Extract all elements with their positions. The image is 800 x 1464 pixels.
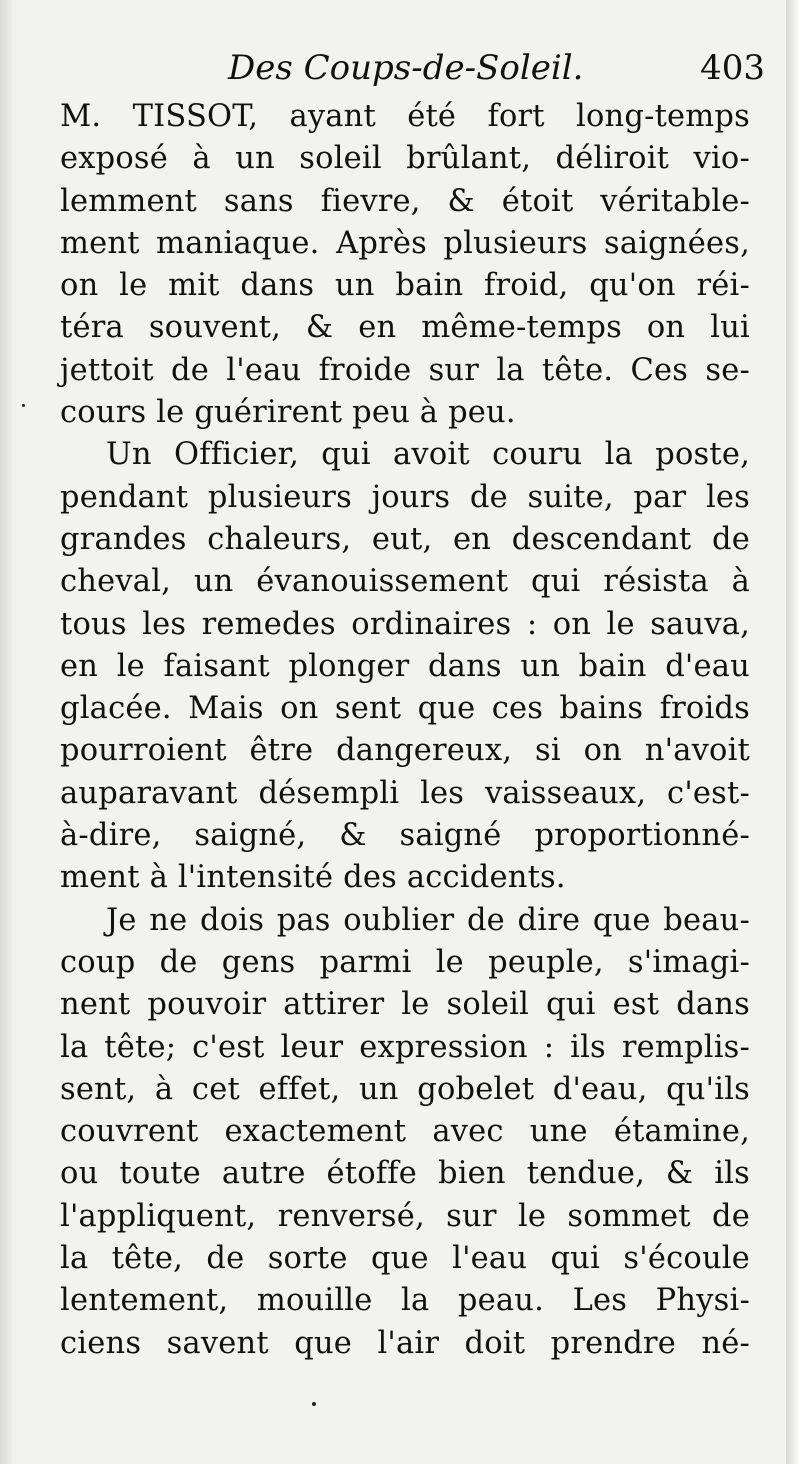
body-text [60, 96, 750, 1365]
text-line: ment maniaque. Après plusieurs saignées, [60, 225, 750, 261]
ink-speck [22, 404, 25, 407]
text-line: coup de gens parmi le peuple, s'imagi- [60, 944, 750, 980]
text-line: ciens savent que l'air doit prendre né- [60, 1325, 750, 1361]
text-line: M. TISSOT, ayant été fort long-temps [60, 99, 750, 134]
text-line: ou toute autre étoffe bien tendue, & ils [60, 1156, 750, 1192]
text-line: Je ne dois pas oublier de dire que beau- [106, 902, 750, 938]
text-line: ment à l'intensité des accidents. [60, 860, 566, 896]
ink-speck [312, 1402, 316, 1406]
text-line: pourroient être dangereux, si on n'avoit [60, 733, 750, 769]
page-right-edge [786, 0, 800, 1464]
text-line: nent pouvoir attirer le soleil qui est dans [60, 987, 750, 1023]
text-line: jettoit de l'eau froide sur la tête. Ces se- [60, 352, 750, 388]
page-number: 403 [700, 48, 765, 88]
text-line: lemment sans fievre, & étoit véritable- [60, 183, 750, 219]
running-title: Des Coups-de-Soleil. [228, 48, 584, 88]
page-left-edge [0, 0, 12, 1464]
text-line: cheval, un évanouissement qui résista à [60, 564, 750, 600]
text-line: à-dire, saigné, & saigné proportionné- [60, 818, 750, 854]
text-line: tous les remedes ordinaires : on le sauva, [60, 606, 750, 642]
text-line: auparavant désempli les vaisseaux, c'est- [60, 775, 750, 811]
text-line: en le faisant plonger dans un bain d'eau [60, 648, 750, 684]
text-line: la tête, de sorte que l'eau qui s'écoule [60, 1241, 750, 1277]
text-line: l'appliquent, renversé, sur le sommet de [60, 1198, 750, 1234]
text-line: grandes chaleurs, eut, en descendant de [60, 521, 750, 557]
text-line: la tête; c'est leur expression : ils remplis- [60, 1029, 750, 1065]
text-line: sent, à cet effet, un gobelet d'eau, qu'ils [60, 1071, 750, 1107]
text-line: téra souvent, & en même-temps on lui [60, 310, 750, 346]
text-line: lentement, mouille la peau. Les Physi- [60, 1283, 750, 1319]
text-line: glacée. Mais on sent que ces bains froids [60, 691, 750, 727]
text-line: pendant plusieurs jours de suite, par les [60, 479, 750, 515]
text-line: Un Officier, qui avoit couru la poste, [106, 437, 750, 473]
text-line: couvrent exactement avec une étamine, [60, 1114, 750, 1150]
text-line: cours le guérirent peu à peu. [60, 395, 516, 431]
page-header [60, 48, 765, 92]
text-line: exposé à un soleil brûlant, déliroit vio- [60, 141, 750, 177]
text-line: on le mit dans un bain froid, qu'on réi- [60, 268, 750, 304]
